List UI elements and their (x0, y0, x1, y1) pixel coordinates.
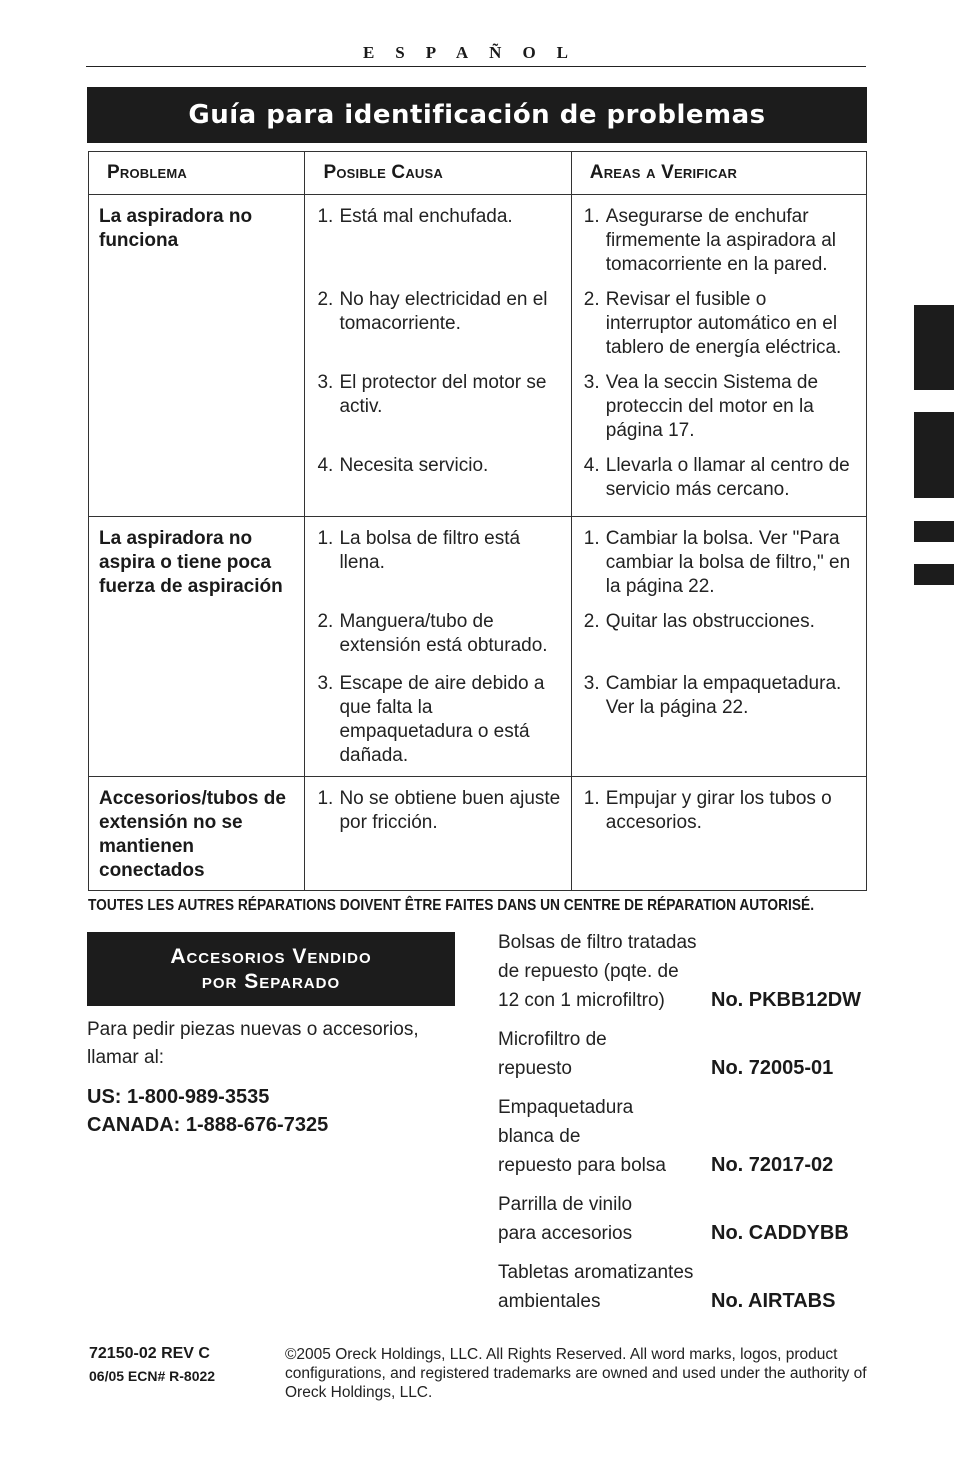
part-description: Empaquetadura blanca de repuesto para bolsa (498, 1097, 666, 1176)
part-number: No. 72017-02 (711, 1154, 834, 1176)
part-description: Tabletas aromatizantes ambientales (498, 1262, 694, 1312)
part-description: Parrilla de vinilo para accesorios (498, 1194, 633, 1244)
repair-notice: TOUTES LES AUTRES RÉPARATIONS DOIVENT ÊTRE FAITES DANS UN CENTRE DE RÉPARATION AUTORISÉ. (88, 897, 815, 914)
part-number: No. 72005-01 (711, 1057, 834, 1079)
document-code (89, 1343, 269, 1387)
revision-code: 72150-02 REV C (89, 1345, 210, 1362)
part-number: No. AIRTABS (711, 1290, 836, 1312)
problem-label: Accesorios/tubos de extensión no se mantienen conectados (99, 788, 286, 881)
parts-list (498, 928, 898, 1326)
section-tab-marker (914, 521, 954, 542)
table-row (89, 194, 866, 516)
list-item (498, 1190, 898, 1248)
cause-item: 4. Necesita servicio. (317, 455, 489, 476)
section-tab-marker (914, 564, 954, 585)
check-item: 1. Empujar y girar los tubos o accesorios. (583, 788, 832, 833)
table-header-row (89, 152, 866, 194)
list-item (498, 1025, 898, 1083)
part-description: Microfiltro de repuesto (498, 1029, 607, 1079)
check-item: 1. Asegurarse de enchufar firmemente la aspiradora al tomacorriente en la pared. (583, 206, 836, 275)
phone-us: US: 1-800-989-3535 (87, 1086, 270, 1108)
phone-numbers (87, 1083, 467, 1139)
phone-canada: CANADA: 1-888-676-7325 (87, 1114, 329, 1136)
cause-item: 1. No se obtiene buen ajuste por fricción. (317, 788, 561, 833)
problem-label: La aspiradora no aspira o tiene poca fuerza de aspiración (99, 528, 283, 597)
page-title: Guía para identificación de problemas (87, 87, 867, 143)
section-tab-marker (914, 305, 954, 390)
header-problem: Problema (89, 152, 305, 194)
list-item (498, 1093, 898, 1180)
language-header: ESPAÑOL (362, 43, 590, 62)
check-item: 2. Revisar el fusible o interruptor automático en el tablero de energía eléctrica. (583, 289, 842, 358)
order-instructions: Para pedir piezas nuevas o accesorios, llamar al: (87, 1019, 419, 1068)
list-item (498, 1258, 898, 1316)
ecn-code: 06/05 ECN# R-8022 (89, 1368, 216, 1384)
cause-item: 3. Escape de aire debido a que falta la empaquetadura o está dañada. (317, 673, 545, 766)
check-item: 4. Llevarla o llamar al centro de servicio más cercano. (583, 455, 850, 500)
cause-item: 1. La bolsa de filtro está llena. (317, 528, 521, 573)
cause-item: 1. Está mal enchufada. (317, 206, 513, 227)
section-tab-marker (914, 412, 954, 498)
copyright-notice: ©2005 Oreck Holdings, LLC. All Rights Reserved. All word marks, logos, product configurations, and registered trademarks are owned and used under the authority of Oreck Holdings, LLC. (285, 1346, 867, 1401)
accessories-title (87, 932, 455, 1006)
check-item: 1. Cambiar la bolsa. Ver "Para cambiar la bolsa de filtro," en la página 22. (583, 528, 851, 597)
table-row (89, 516, 866, 776)
check-item: 3. Vea la seccin Sistema de proteccin del motor en la página 17. (583, 372, 819, 441)
troubleshooting-table (88, 151, 867, 891)
accessories-title-line2: por Separado (201, 970, 341, 993)
cause-item: 3. El protector del motor se activ. (317, 372, 547, 417)
cause-item: 2. Manguera/tubo de extensión está obturado. (317, 611, 548, 656)
check-item: 2. Quitar las obstrucciones. (583, 611, 815, 632)
header-rule (86, 66, 866, 67)
problem-label: La aspiradora no funciona (99, 206, 253, 251)
header-check: Areas a Verificar (589, 162, 738, 183)
cause-item: 2. No hay electricidad en el tomacorriente. (317, 289, 548, 334)
list-item (498, 928, 898, 1015)
part-number: No. PKBB12DW (711, 989, 862, 1011)
part-number: No. CADDYBB (711, 1222, 849, 1244)
check-item: 3. Cambiar la empaquetadura. Ver la página 22. (583, 673, 842, 718)
part-description: Bolsas de filtro tratadas de repuesto (pqte. de 12 con 1 microfiltro) (498, 932, 697, 1011)
accessories-title-line1: Accesorios Vendido (170, 945, 372, 968)
table-row (89, 776, 866, 890)
header-cause: Posible Causa (305, 152, 571, 194)
